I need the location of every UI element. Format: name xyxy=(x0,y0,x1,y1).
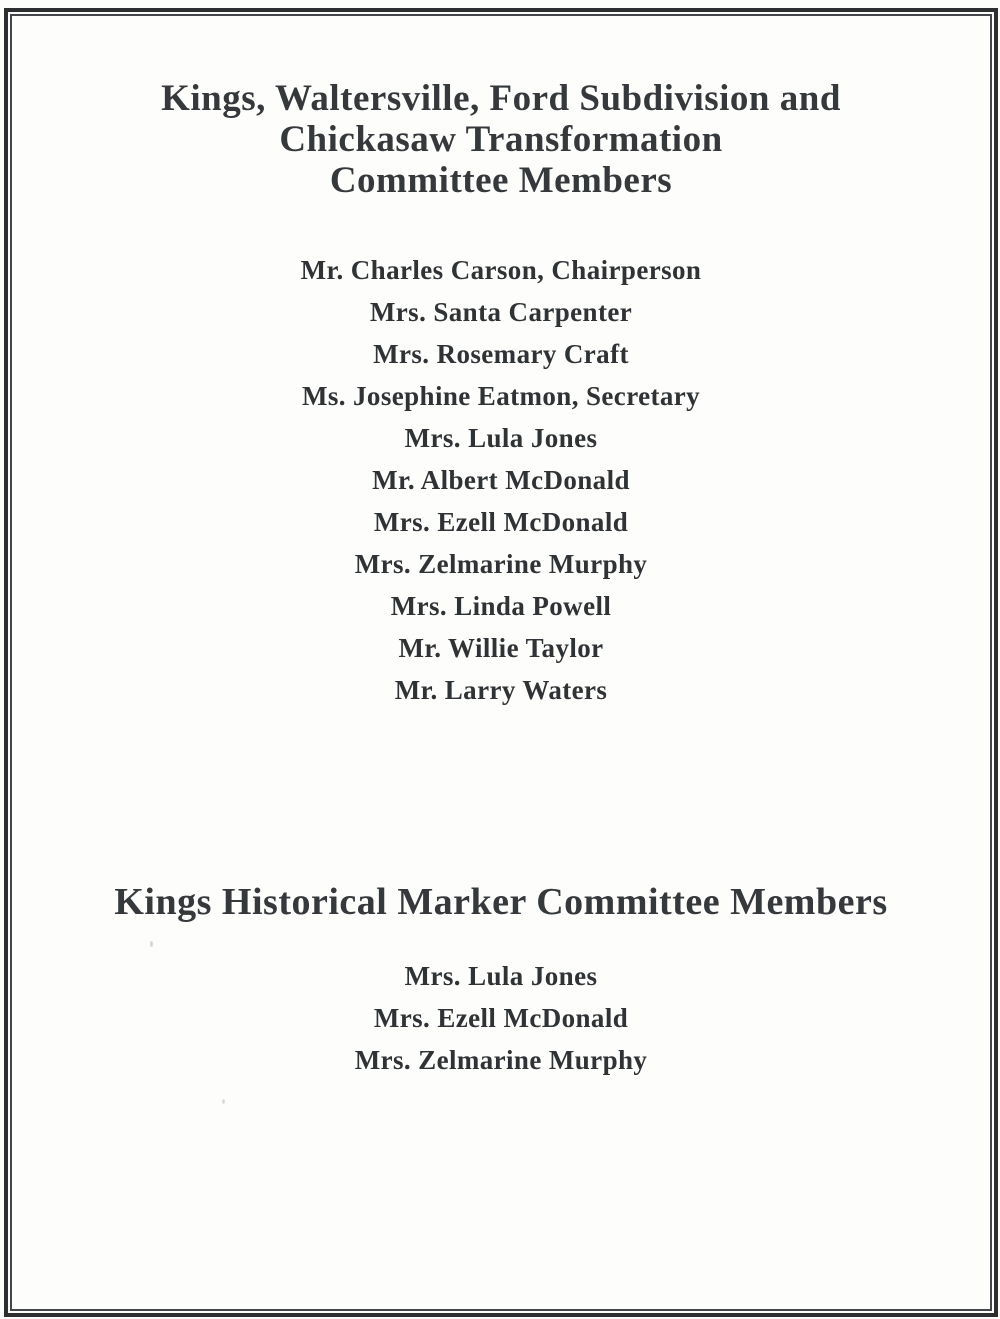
member-name: Mrs. Zelmarine Murphy xyxy=(354,1045,648,1075)
member-name: Mrs. Linda Powell xyxy=(390,591,612,621)
page-content xyxy=(12,16,990,1309)
member-name: Mrs. Ezell McDonald xyxy=(373,1003,629,1033)
member-name: Mr. Larry Waters xyxy=(394,675,608,705)
page-border-inner xyxy=(10,14,992,1311)
member-name: Ms. Josephine Eatmon, Secretary xyxy=(301,381,701,411)
member-name: Mr. Willie Taylor xyxy=(398,633,604,663)
title-line-1: Kings, Waltersville, Ford Subdivision and xyxy=(161,78,841,119)
historical-marker-member-list xyxy=(12,955,990,1081)
main-committee-title xyxy=(12,78,990,201)
transformation-committee-member-list xyxy=(12,249,990,711)
title-line-2: Chickasaw Transformation xyxy=(279,119,723,160)
scan-speck xyxy=(150,941,153,947)
page-border-outer xyxy=(4,8,998,1317)
member-name: Mrs. Rosemary Craft xyxy=(373,339,629,369)
title-line-3: Committee Members xyxy=(329,160,673,201)
member-name: Mr. Albert McDonald xyxy=(372,465,630,495)
member-name: Mrs. Santa Carpenter xyxy=(369,297,633,327)
historical-marker-committee-title: Kings Historical Marker Committee Members xyxy=(114,881,888,923)
member-name: Mrs. Lula Jones xyxy=(404,961,598,991)
scan-speck xyxy=(222,1099,225,1104)
member-name: Mr. Charles Carson, Chairperson xyxy=(300,255,702,285)
member-name: Mrs. Lula Jones xyxy=(404,423,598,453)
member-name: Mrs. Ezell McDonald xyxy=(373,507,629,537)
member-name: Mrs. Zelmarine Murphy xyxy=(354,549,648,579)
